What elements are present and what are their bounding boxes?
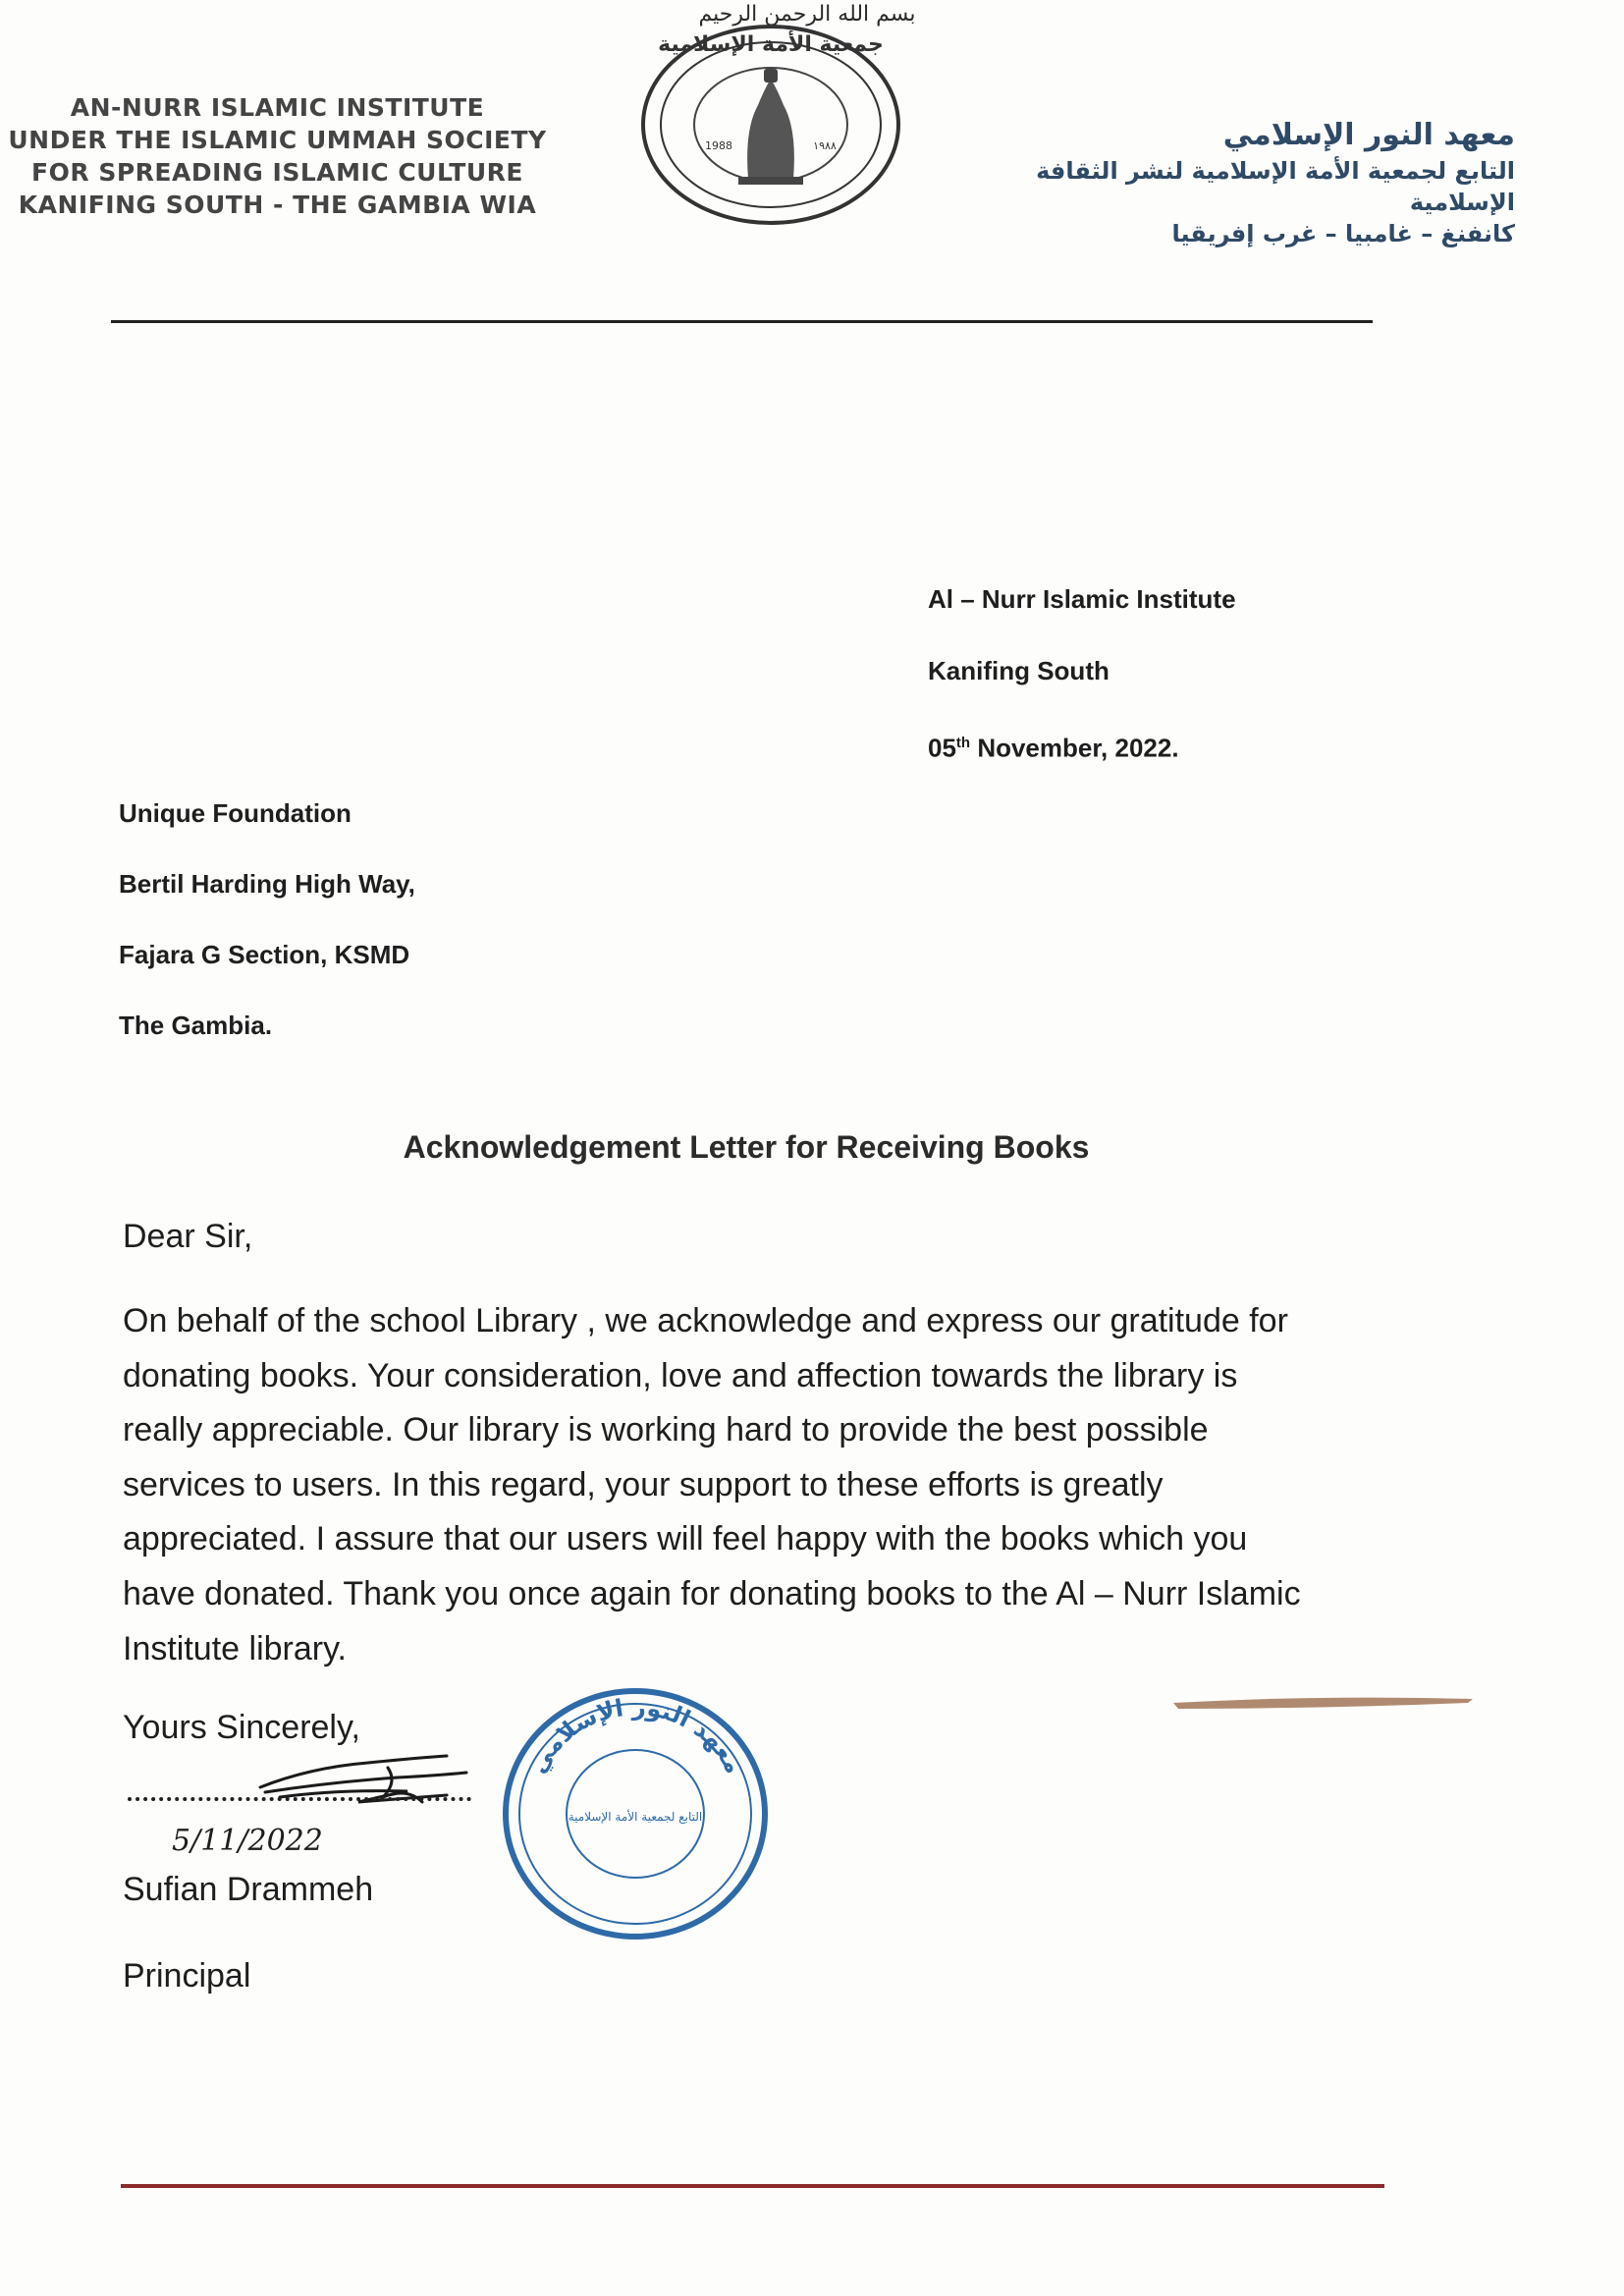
signatory-name: Sufian Drammeh xyxy=(123,1871,374,1908)
header-divider xyxy=(111,320,1373,323)
body-line: On behalf of the school Library , we acknowledge and express our gratitude for xyxy=(123,1302,1288,1339)
english-letterhead xyxy=(0,91,555,221)
arabic-location: كانفنغ – غامبيا – غرب إفريقيا xyxy=(1171,220,1515,247)
body-line: donating books. Your consideration, love and affection towards the library is xyxy=(123,1356,1238,1394)
institute-stamp xyxy=(496,1681,776,1946)
arabic-subtitle: التابع لجمعية الأمة الإسلامية لنشر الثقافة الإسلامية xyxy=(1036,157,1515,216)
sender-name: Al – Nurr Islamic Institute xyxy=(928,584,1236,614)
letter-subject: Acknowledgement Letter for Receiving Books xyxy=(403,1129,1090,1165)
society-logo xyxy=(628,12,913,233)
body-line: have donated. Thank you once again for donating books to the Al – Nurr Islamic xyxy=(123,1574,1301,1613)
recipient-line: Fajara G Section, KSMD xyxy=(119,940,410,969)
letterhead-line: AN-NURR ISLAMIC INSTITUTE xyxy=(70,93,485,122)
letter-body xyxy=(123,1294,1399,1676)
sender-address xyxy=(928,564,1236,785)
body-line: appreciated. I assure that our users will feel happy with the books which you xyxy=(123,1520,1248,1558)
stamp-subtitle: التابع لجمعية الأمة الإسلامية xyxy=(568,1810,703,1824)
signature-date: 5/11/2022 xyxy=(172,1824,323,1858)
logo-ring-text: جمعية الأمة الإسلامية xyxy=(658,32,884,57)
logo-year-left: 1988 xyxy=(705,139,732,152)
recipient-line: The Gambia. xyxy=(119,1011,273,1040)
footer-divider xyxy=(121,2184,1384,2188)
stamp-title: معهد النور الإسلامي xyxy=(523,1693,748,1778)
letterhead-line: KANIFING SOUTH - THE GAMBIA WIA xyxy=(18,191,537,219)
bismillah-header: بسم الله الرحمن الرحيم xyxy=(698,2,916,27)
pen-mark xyxy=(1173,1691,1473,1713)
body-line: services to users. In this regard, your support to these efforts is greatly xyxy=(123,1465,1164,1503)
sender-location: Kanifing South xyxy=(928,656,1110,685)
arabic-title: معهد النور الإسلامي xyxy=(1222,118,1515,152)
signature-image xyxy=(250,1748,476,1817)
letter-date: 05th November, 2022. xyxy=(928,733,1179,763)
recipient-line: Bertil Harding High Way, xyxy=(119,869,415,899)
signature-line xyxy=(128,1797,471,1801)
letterhead-line: UNDER THE ISLAMIC UMMAH SOCIETY xyxy=(8,126,547,154)
recipient-line: Unique Foundation xyxy=(119,798,352,828)
svg-text:معهد النور الإسلامي xyxy=(523,1693,747,1777)
body-line: Institute library. xyxy=(123,1629,348,1667)
logo-year-right: ١٩٨٨ xyxy=(813,139,837,152)
body-line: really appreciable. Our library is working hard to provide the best possible xyxy=(123,1411,1209,1449)
salutation: Dear Sir, xyxy=(123,1218,253,1255)
signatory-title: Principal xyxy=(123,1957,251,1995)
recipient-address xyxy=(119,778,415,1061)
closing: Yours Sincerely, xyxy=(123,1709,360,1746)
letterhead-line: FOR SPREADING ISLAMIC CULTURE xyxy=(31,158,523,187)
arabic-letterhead xyxy=(967,116,1515,249)
